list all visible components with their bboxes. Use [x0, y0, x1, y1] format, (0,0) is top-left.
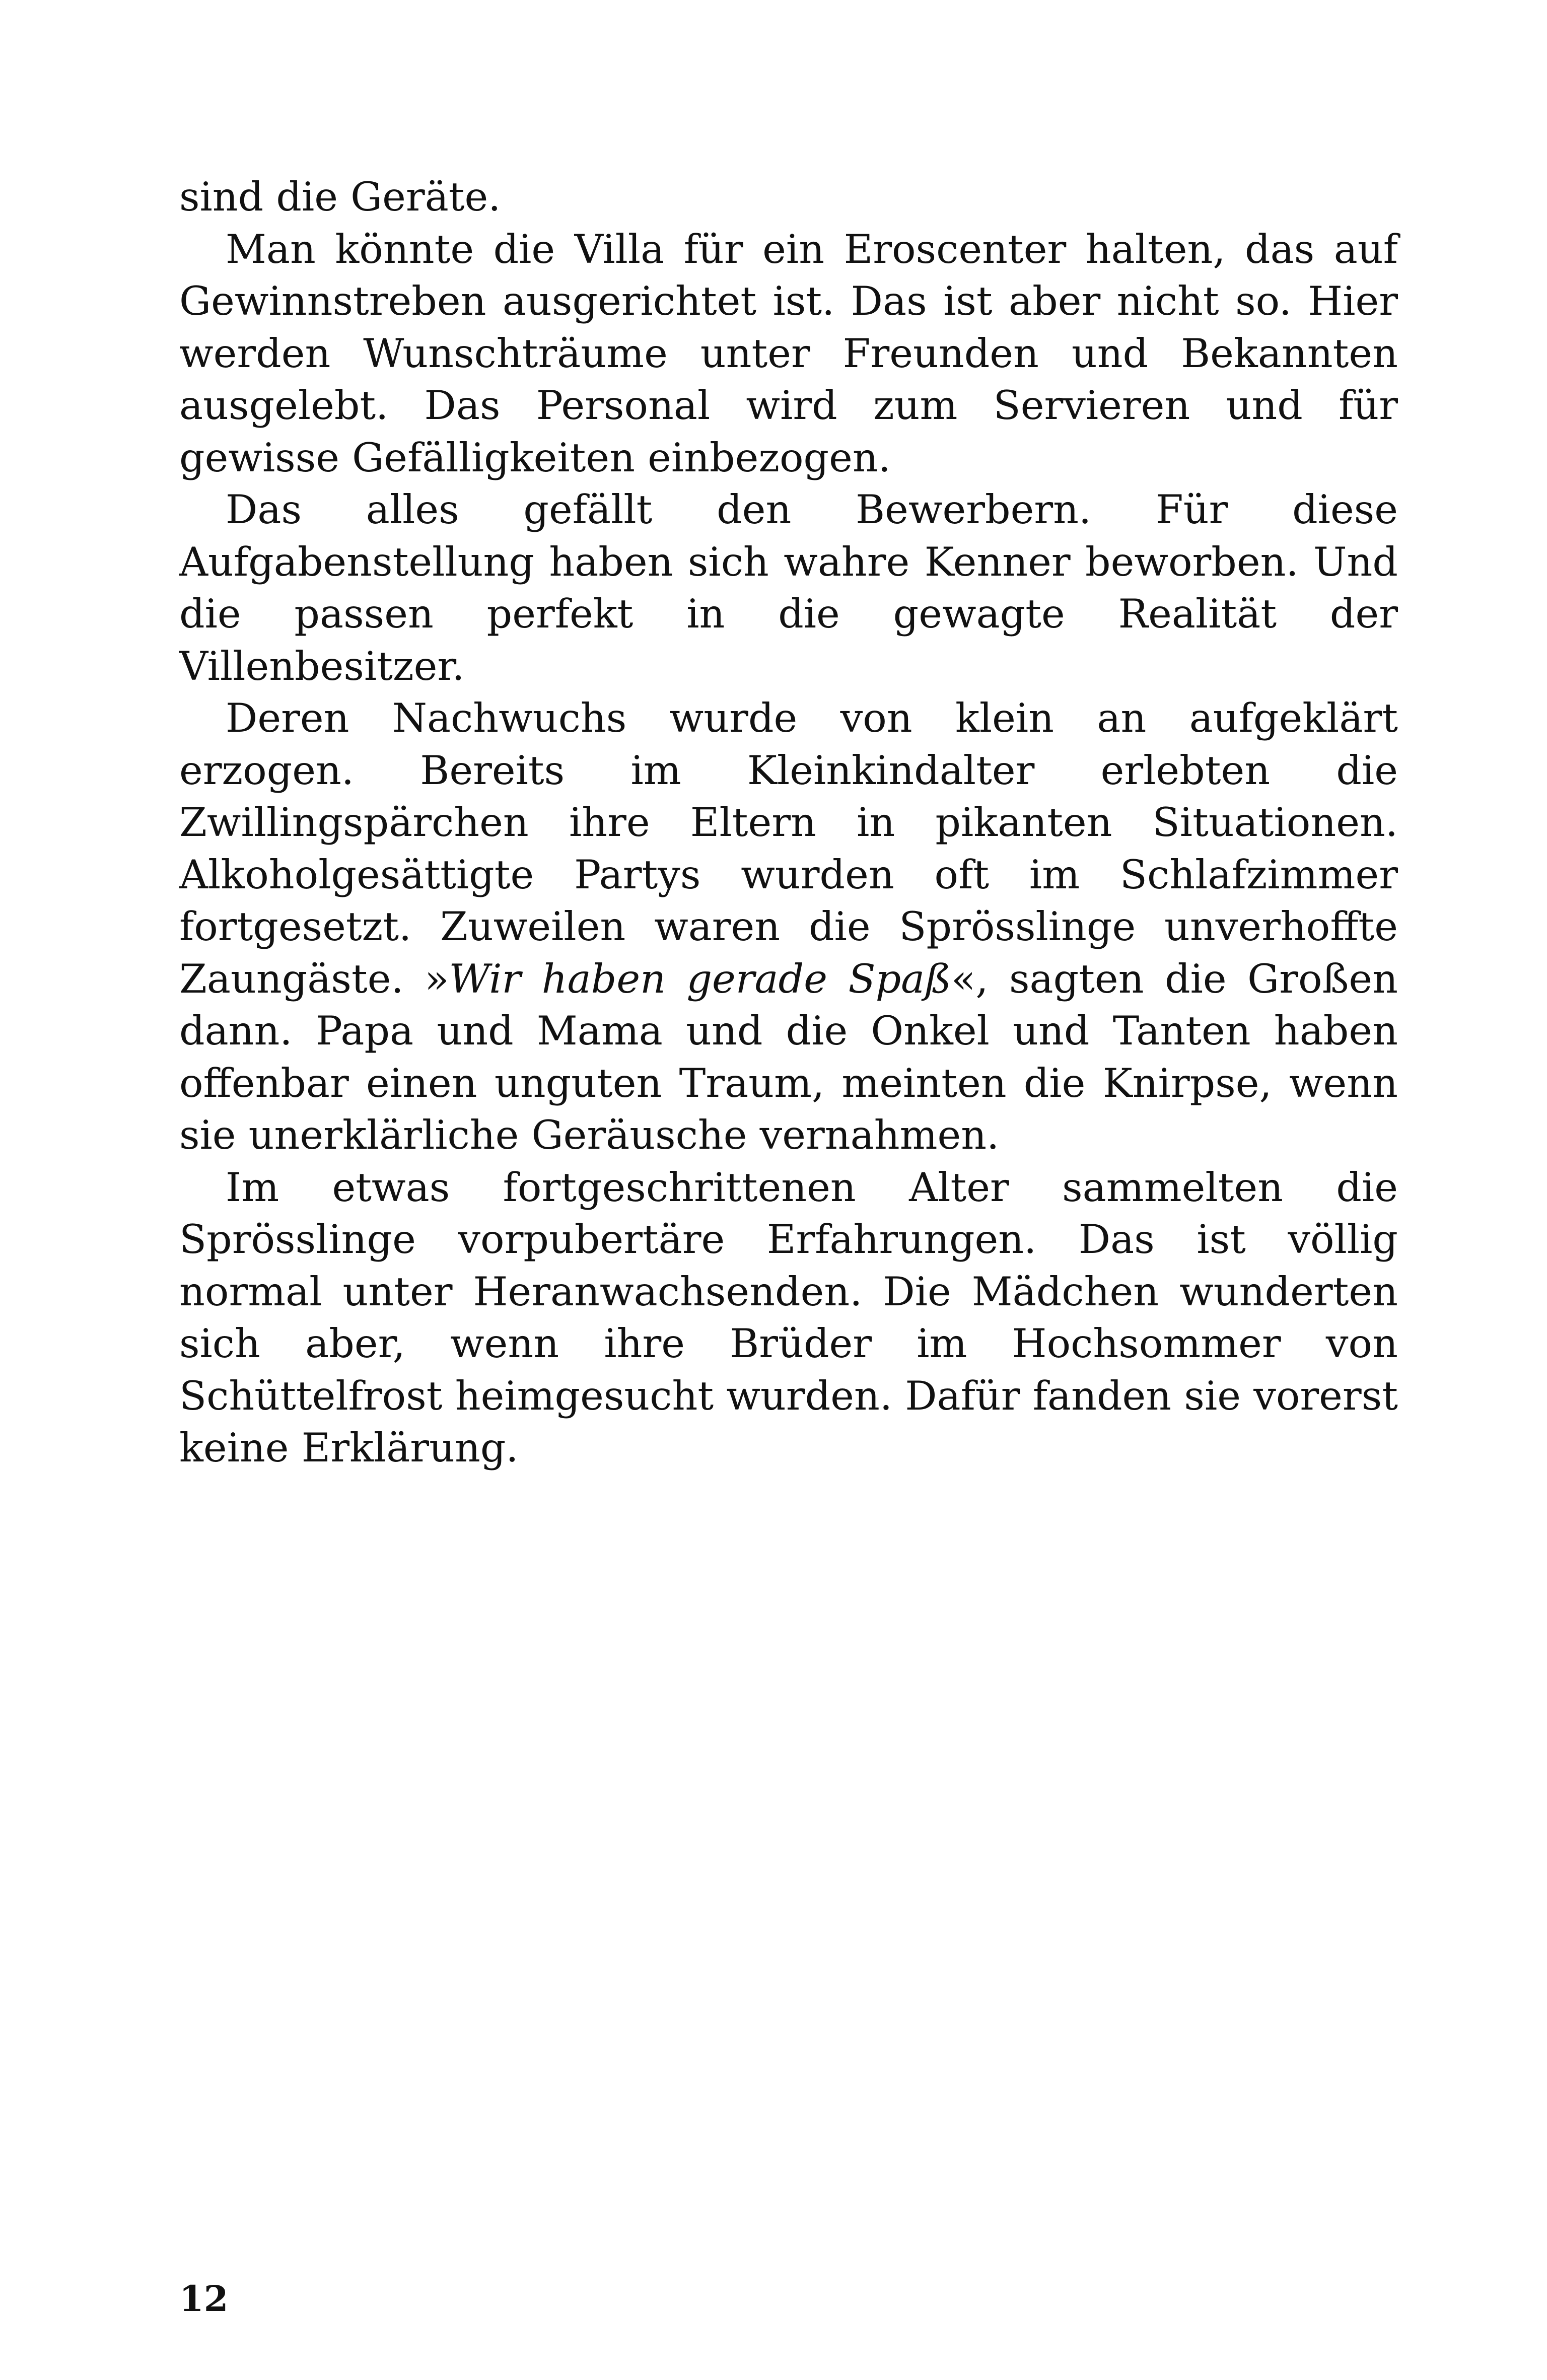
body-text: [179, 171, 1398, 1475]
paragraph-4-quote-italic: Wir haben gerade Spaß: [449, 955, 952, 1002]
page-number: 12: [179, 2278, 229, 2320]
paragraph-4: [179, 692, 1398, 1162]
paragraph-3: [179, 484, 1398, 692]
paragraph-4-text-after: «, sagten die Großen dann. Papa und Mama und die Onkel und Tanten haben offenbar einen unguten Traum, meinten die Knirpse, wenn sie unerklärliche Geräusche vernahmen.: [179, 955, 1398, 1158]
paragraph-5: [179, 1162, 1398, 1475]
paragraph-2-text: Man könnte die Villa für ein Eroscenter halten, das auf Gewinnstreben ausgerichtet ist. Das ist aber nicht so. Hier werden Wunschträume unter Freunden und Bekannten ausgelebt. Das Personal wird zum Servieren und für gewisse Gefälligkeiten einbezogen.: [179, 226, 1398, 481]
paragraph-4-text-before: Deren Nachwuchs wurde von klein an aufgeklärt erzogen. Bereits im Kleinkindalter erlebten die Zwillingspärchen ihre Eltern in pikanten Situationen. Alkoholgesättigte Partys wurden oft im Schlafzimmer fortgesetzt. Zuweilen waren die Sprösslinge unverhoffte Zaungäste. »: [179, 695, 1398, 1002]
paragraph-1: [179, 171, 1398, 224]
paragraph-2: [179, 224, 1398, 484]
paragraph-3-text: Das alles gefällt den Bewerbern. Für diese Aufgabenstellung haben sich wahre Kenner beworben. Und die passen perfekt in die gewagte Realität der Villenbesitzer.: [179, 486, 1398, 689]
paragraph-5-text: Im etwas fortgeschrittenen Alter sammelten die Sprösslinge vorpubertäre Erfahrungen. Das ist völlig normal unter Heranwachsenden. Die Mädchen wunderten sich aber, wenn ihre Brüder im Hochsommer von Schüttelfrost heimgesucht wurden. Dafür fanden sie vorerst keine Erklärung.: [179, 1164, 1398, 1471]
paragraph-1-text: sind die Geräte.: [179, 174, 501, 220]
